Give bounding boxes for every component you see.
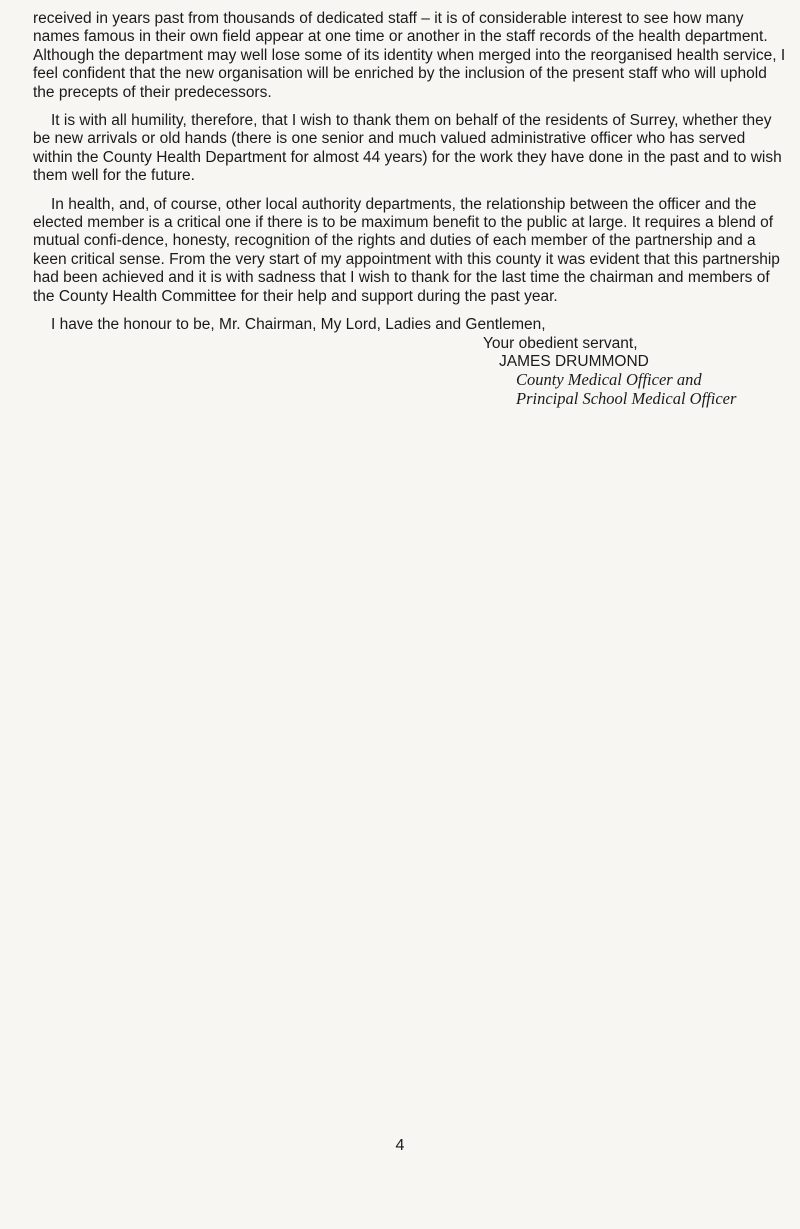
- closing-line: I have the honour to be, Mr. Chairman, My Lord, Ladies and Gentlemen,: [51, 316, 546, 334]
- document-body: [33, 10, 789, 408]
- page-number: 4: [395, 1137, 405, 1154]
- paragraph-3: In health, and, of course, other local authority departments, the relationship between the officer and the elected member is a critical one if there is to be maximum benefit to the public at large. It requires a blend of mutual confi-dence, honesty, recognition of the rights and duties of each member of the partnership and a keen critical sense. From the very start of my appointment with this county it was evident that this partnership had been achieved and it is with sadness that I wish to thank for the last time the chairman and members of the County Health Committee for their help and support during the past year.: [33, 195, 780, 305]
- paragraph-1: received in years past from thousands of dedicated staff – it is of considerable interest to see how many names famous in their own field appear at one time or another in the staff records of the health department. Although the department may well lose some of its identity when merged into the reorganised health service, I feel confident that the new organisation will be enriched by the inclusion of the present staff who will uphold the precepts of their predecessors.: [33, 10, 786, 101]
- signature-salutation: Your obedient servant,: [483, 334, 638, 352]
- signature-block: [483, 335, 789, 409]
- signature-title-line-2: Principal School Medical Officer: [516, 388, 737, 408]
- signature-title-line-1: County Medical Officer and: [516, 370, 702, 390]
- paragraph-2: It is with all humility, therefore, that I wish to thank them on behalf of the residents of Surrey, whether they be new arrivals or old hands (there is one senior and much valued administrative officer who has served within the County Health Department for almost 44 years) for the work they have done in the past and to wish them well for the future.: [33, 112, 782, 185]
- signature-name: JAMES DRUMMOND: [499, 352, 649, 370]
